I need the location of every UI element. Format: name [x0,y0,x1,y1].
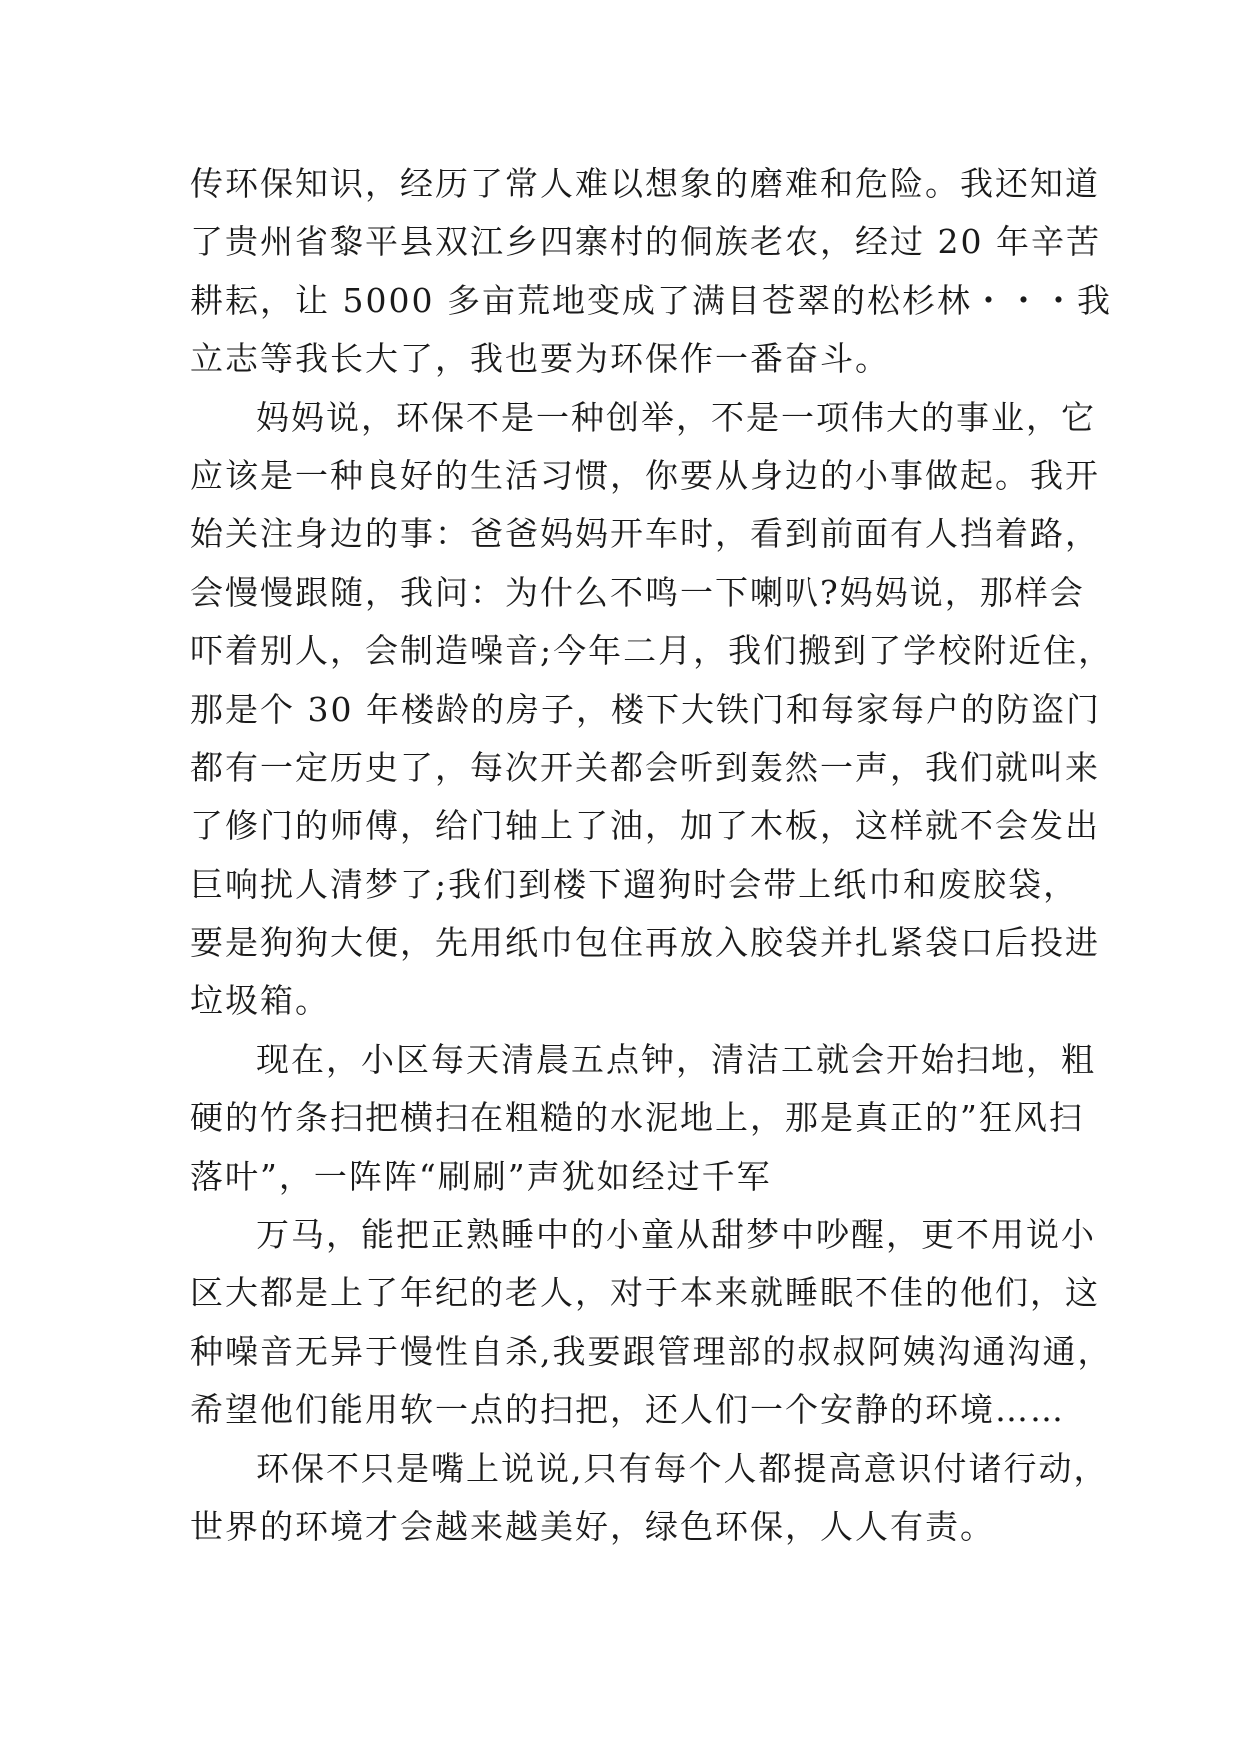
text-line: 会慢慢跟随，我问：为什么不鸣一下喇叭?妈妈说，那样会 [190,572,1085,612]
text-line: 种噪音无异于慢性自杀,我要跟管理部的叔叔阿姨沟通沟通， [190,1331,1113,1371]
text-line: 都有一定历史了，每次开关都会听到轰然一声，我们就叫来 [190,747,1100,787]
text-line: 希望他们能用软一点的扫把，还人们一个安静的环境…… [190,1390,1065,1430]
text-line: 传环保知识，经历了常人难以想象的磨难和危险。我还知道 [190,164,1100,203]
paragraph-first-line: 万马，能把正熟睡中的小童从甜梦中吵醒，更不用说小 [256,1215,1096,1255]
paragraph-first-line: 环保不只是嘴上说说,只有每个人都提高意识付诸行动， [256,1448,1109,1488]
text-line: 硬的竹条扫把横扫在粗糙的水泥地上，那是真正的”狂风扫 [190,1098,1084,1138]
text-line: 始关注身边的事：爸爸妈妈开车时，看到前面有人挡着路， [190,514,1100,554]
text-line: 巨响扰人清梦了;我们到楼下遛狗时会带上纸巾和废胶袋， [190,864,1079,904]
text-line: 世界的环境才会越来越美好，绿色环保，人人有责。 [190,1506,995,1546]
paragraph-first-line: 妈妈说，环保不是一种创举，不是一项伟大的事业，它 [256,397,1096,437]
text-line: 耕耘，让 5000 多亩荒地变成了满目苍翠的松杉林・・・我 [190,280,1112,320]
text-line: 区大都是上了年纪的老人，对于本来就睡眠不佳的他们，这 [190,1273,1100,1313]
text-line: 吓着别人，会制造噪音;今年二月，我们搬到了学校附近住， [190,631,1114,671]
text-line: 那是个 30 年楼龄的房子，楼下大铁门和每家每户的防盗门 [190,689,1101,729]
text-line: 了修门的师傅，给门轴上了油，加了木板，这样就不会发出 [190,806,1100,846]
text-line: 要是狗狗大便，先用纸巾包住再放入胶袋并扎紧袋口后投进 [190,923,1100,963]
document-body [190,155,1114,1556]
text-line: 落叶”，一阵阵“刷刷”声犹如经过千军 [190,1156,772,1196]
paragraph-first-line: 现在，小区每天清晨五点钟，清洁工就会开始扫地，粗 [256,1039,1096,1079]
text-line: 应该是一种良好的生活习惯，你要从身边的小事做起。我开 [190,455,1100,495]
text-line: 立志等我长大了，我也要为环保作一番奋斗。 [190,339,890,379]
text-line: 了贵州省黎平县双江乡四寨村的侗族老农，经过 20 年辛苦 [190,222,1101,262]
text-line: 垃圾箱。 [190,981,330,1021]
